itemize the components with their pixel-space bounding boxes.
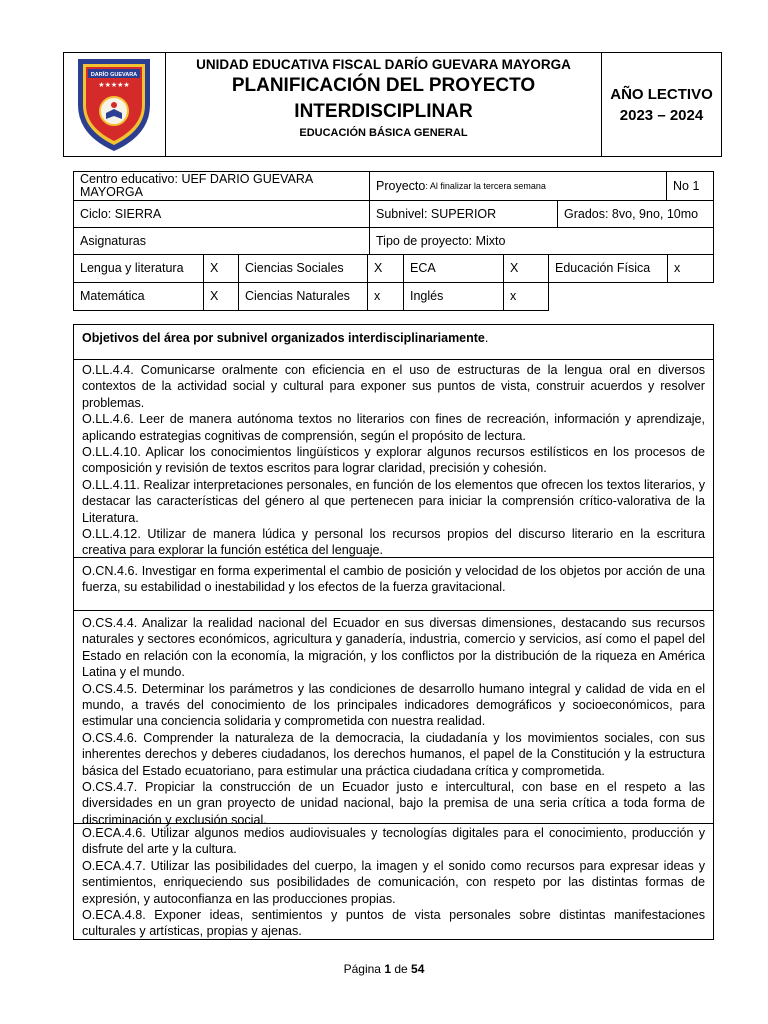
subject-naturales-cell (238, 282, 368, 311)
asignaturas-label: Asignaturas (80, 233, 147, 248)
school-name: UNIDAD EDUCATIVA FISCAL DARÍO GUEVARA MAYORGA (196, 57, 571, 72)
subject-fisica-mark-cell (667, 254, 714, 283)
proyecto-numero: No 1 (673, 178, 700, 193)
subject-name: Ciencias Sociales (245, 261, 344, 275)
objectives-title-end: . (484, 331, 489, 345)
asignaturas-cell (73, 227, 370, 255)
proyecto-cell (369, 171, 667, 201)
crest-flame-icon (111, 102, 117, 108)
subject-name: Ciencias Naturales (245, 289, 350, 303)
objectives-title-cell (73, 324, 714, 360)
page-prefix: Página (343, 962, 385, 976)
header-title-cell (165, 52, 602, 157)
crest-banner-text: DARÍO GUEVARA (90, 72, 138, 78)
objective-item: O.CS.4.5. Determinar los parámetros y las condiciones de desarrollo humano integral y calidad de vida en el mundo, a través del conocimiento de los principales indicadores demográficos y socioeconómicos, para estimular una conciencia solidaria y comprometida con nuestra realidad. (82, 681, 705, 729)
subject-mark: x (510, 289, 517, 303)
objective-item: O.CS.4.4. Analizar la realidad nacional del Ecuador en sus diversas dimensiones, destacando sus recursos naturales y sectores económicos, agricultura y ganadería, industria, comercio y servicios, así como el papel del Estado en relación con la economía, la migración, y los conflictos por la distribución de la riqueza en América Latina y el mundo. (82, 616, 705, 680)
ciclo: Ciclo: SIERRA (80, 206, 162, 221)
subject-mark: X (210, 261, 219, 275)
page-middle: de (391, 962, 412, 976)
objective-item: O.LL.4.6. Leer de manera autónoma textos no literarios con fines de recreación, información y aprendizaje, aplicando estrategias cognitivas de comprensión, según el propósito de lectura. (82, 412, 705, 443)
subnivel: Subnivel: SUPERIOR (376, 206, 497, 221)
objectives-lengua-cell (73, 359, 714, 558)
crest-stars: ★★★★★ (98, 82, 130, 89)
subject-naturales-mark-cell (367, 282, 404, 311)
subject-mark: x (374, 289, 381, 303)
objectives-sociales-cell (73, 610, 714, 827)
subject-name: Lengua y literatura (80, 261, 184, 275)
subnivel-cell (369, 200, 558, 228)
objective-item: O.CS.4.7. Propiciar la construcción de un Ecuador justo e intercultural, con base en el respeto a las diversidades en un gran proyecto de unidad nacional, bajo la premisa de una seria crítica a toda forma de discriminación y exclusión social. (82, 780, 705, 827)
objectives-eca-cell (73, 823, 714, 940)
project-title-line1: PLANIFICACIÓN DEL PROYECTO (231, 75, 536, 96)
subject-mark: x (674, 261, 681, 275)
centro-educativo-cell (73, 171, 370, 201)
objectives-title: Objetivos del área por subnivel organizados interdisciplinariamente (82, 331, 485, 345)
centro-educativo: Centro educativo: UEF DARIO GUEVARA MAYORGA (80, 172, 313, 199)
objectives-naturales-cell (73, 557, 714, 611)
objective-item: O.LL.4.12. Utilizar de manera lúdica y personal los recursos propios del discurso literario en la escritura creativa para explorar la función estética del lenguaje. (82, 527, 705, 558)
subject-fisica-cell (548, 254, 668, 283)
project-title-line2: INTERDISCIPLINAR (294, 101, 473, 122)
subject-sociales-mark-cell (367, 254, 404, 283)
education-level: EDUCACIÓN BÁSICA GENERAL (299, 127, 468, 139)
subject-name: Inglés (410, 289, 444, 303)
header-year-cell (601, 52, 722, 157)
proyecto-numero-cell (666, 171, 714, 201)
subject-sociales-cell (238, 254, 368, 283)
objective-item: O.CS.4.6. Comprender la naturaleza de la democracia, la ciudadanía y los movimientos sociales, con sus inherentes derechos y deberes ciudadanos, los derechos humanos, el papel de la Constitución y la estructura básica del Estado ecuatoriano, para estimular una práctica ciudadana crítica y comprometida. (82, 730, 705, 778)
tipo-proyecto: Tipo de proyecto: Mixto (376, 233, 506, 248)
objective-item: O.LL.4.4. Comunicarse oralmente con eficiencia en el uso de estructuras de la lengua oral en diversos contextos de la actividad social y cultural para exponer sus puntos de vista, construir acuerdos y resolver problemas. (82, 363, 705, 410)
subject-lengua-cell (73, 254, 204, 283)
subject-lengua-mark-cell (203, 254, 239, 283)
ciclo-cell (73, 200, 370, 228)
objective-item: O.ECA.4.7. Utilizar las posibilidades del cuerpo, la imagen y el sonido como recursos para expresar ideas y sentimientos, enriqueciendo sus posibilidades de comunicación, con respeto por las distintas formas de expresión, y autoconfianza en las producciones propias. (82, 858, 705, 906)
grados-cell (557, 200, 714, 228)
objective-item: O.LL.4.11. Realizar interpretaciones personales, en función de los elementos que ofrecen los textos literarios, y destacar las características del género al que pertenecen para iniciar la comprensión crítico-valorativa de la Literatura. (82, 477, 705, 525)
objective-item: O.ECA.4.8. Exponer ideas, sentimientos y puntos de vista personales sobre distintas manifestaciones culturales y artísticas, propias y ajenas. (82, 908, 705, 939)
grados: Grados: 8vo, 9no, 10mo (564, 206, 699, 221)
objective-item: O.CN.4.6. Investigar en forma experimental el cambio de posición y velocidad de los objetos por acción de una fuerza, su estabilidad o inestabilidad y los efectos de la fuerza gravitacional. (82, 564, 705, 595)
subject-name: Matemática (80, 289, 145, 303)
objective-item: O.ECA.4.6. Utilizar algunos medios audiovisuales y tecnologías digitales para el conocimiento, producción y disfrute del arte y la cultura. (82, 826, 705, 857)
year-value: 2023 – 2024 (619, 106, 704, 124)
subject-name: ECA (410, 261, 436, 275)
proyecto-label: Proyecto (376, 178, 426, 193)
objective-item: O.LL.4.10. Aplicar los conocimientos lingüísticos y explorar algunos recursos estilísticos en los procesos de composición y revisión de textos escritos para lograr claridad, precisión y cohesión. (82, 445, 705, 476)
subject-ingles-cell (403, 282, 504, 311)
page-number: 1 (384, 962, 391, 976)
subject-matematica-cell (73, 282, 204, 311)
subject-name: Educación Física (555, 261, 651, 275)
subject-ingles-mark-cell (503, 282, 549, 311)
subject-eca-cell (403, 254, 504, 283)
header-logo-cell (63, 52, 165, 157)
subject-mark: X (374, 261, 383, 275)
proyecto-value: : Al finalizar la tercera semana (425, 180, 546, 191)
subject-mark: X (510, 261, 519, 275)
tipo-proyecto-cell (369, 227, 714, 255)
school-crest-logo (64, 53, 164, 156)
page-total: 54 (411, 962, 425, 976)
subject-mark: X (210, 289, 219, 303)
subject-eca-mark-cell (503, 254, 549, 283)
page-footer (0, 962, 768, 976)
year-label: AÑO LECTIVO (610, 85, 713, 103)
subject-matematica-mark-cell (203, 282, 239, 311)
